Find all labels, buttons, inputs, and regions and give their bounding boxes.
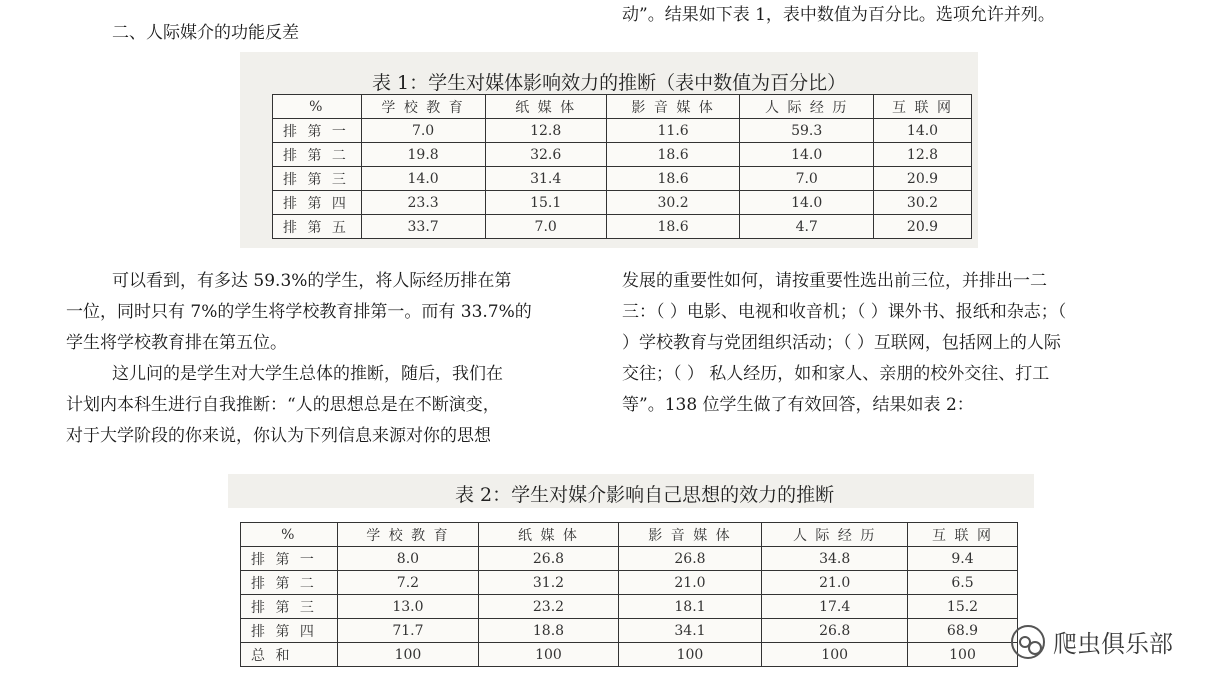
table1-cell: 14.0 — [361, 167, 485, 191]
table1-row-label: 排 第 三 — [273, 167, 362, 191]
table1-cell: 14.0 — [740, 191, 874, 215]
left-line: 对于大学阶段的你来说，你认为下列信息来源对你的思想 — [66, 426, 491, 446]
left-paragraph — [66, 266, 532, 452]
table1-header-cell: % — [273, 95, 362, 119]
table1-header-cell: 影 音 媒 体 — [606, 95, 740, 119]
table2-cell: 13.0 — [337, 595, 479, 619]
table2-cell: 34.8 — [762, 547, 908, 571]
table2-cell: 34.1 — [618, 619, 762, 643]
table2-header-cell: 纸 媒 体 — [479, 523, 618, 547]
right-line: 三：（ ）电影、电视和收音机；（ ）课外书、报纸和杂志；（ — [622, 302, 1067, 322]
right-line: 等”。138 位学生做了有效回答，结果如表 2： — [622, 395, 974, 415]
table1-cell: 18.6 — [606, 215, 740, 239]
table1-header-cell: 学 校 教 育 — [361, 95, 485, 119]
table1-cell: 20.9 — [874, 167, 972, 191]
table2-cell: 26.8 — [479, 547, 618, 571]
table2-header-cell: 影 音 媒 体 — [618, 523, 762, 547]
table1-cell: 32.6 — [485, 143, 606, 167]
table1-row-label: 排 第 二 — [273, 143, 362, 167]
table2-row-label: 排 第 一 — [241, 547, 338, 571]
right-line: 发展的重要性如何，请按重要性选出前三位，并排出一二 — [622, 271, 1047, 291]
table2-cell: 100 — [908, 643, 1018, 667]
table1-row-label: 排 第 五 — [273, 215, 362, 239]
table1-row — [273, 143, 972, 167]
table1-cell: 11.6 — [606, 119, 740, 143]
table1-header-cell: 互 联 网 — [874, 95, 972, 119]
table1-cell: 30.2 — [874, 191, 972, 215]
table2-cell: 100 — [618, 643, 762, 667]
table1-cell: 12.8 — [485, 119, 606, 143]
left-line: 计划内本科生进行自我推断：“人的思想总是在不断演变， — [66, 395, 500, 415]
table1-header-row — [273, 95, 972, 119]
table2-cell: 15.2 — [908, 595, 1018, 619]
right-paragraph — [622, 266, 1066, 421]
table1-row-label: 排 第 一 — [273, 119, 362, 143]
table2-row — [241, 595, 1018, 619]
right-top-line: 动”。结果如下表 1，表中数值为百分比。选项允许并列。 — [622, 5, 1055, 25]
table1 — [272, 94, 972, 239]
table2-row — [241, 643, 1018, 667]
table2-cell: 23.2 — [479, 595, 618, 619]
table1-cell: 20.9 — [874, 215, 972, 239]
table2-cell: 17.4 — [762, 595, 908, 619]
table2-cell: 31.2 — [479, 571, 618, 595]
table2-row-label: 总 和 — [241, 643, 338, 667]
table2-cell: 71.7 — [337, 619, 479, 643]
left-line: 可以看到，有多达 59.3%的学生，将人际经历排在第 — [112, 271, 512, 291]
table2-cell: 21.0 — [618, 571, 762, 595]
table1-row — [273, 167, 972, 191]
table1-cell: 30.2 — [606, 191, 740, 215]
table2-title: 表 2：学生对媒介影响自己思想的效力的推断 — [455, 484, 835, 506]
table1-cell: 7.0 — [361, 119, 485, 143]
table2-header-row — [241, 523, 1018, 547]
table1-cell: 23.3 — [361, 191, 485, 215]
table1-cell: 59.3 — [740, 119, 874, 143]
table1-cell: 19.8 — [361, 143, 485, 167]
table1-title: 表 1：学生对媒体影响效力的推断（表中数值为百分比） — [372, 72, 847, 94]
watermark-text: 爬虫俱乐部 — [1053, 630, 1173, 658]
table2-cell: 6.5 — [908, 571, 1018, 595]
table1-header-cell: 人 际 经 历 — [740, 95, 874, 119]
table2-row — [241, 619, 1018, 643]
table2-row-label: 排 第 二 — [241, 571, 338, 595]
table2-cell: 9.4 — [908, 547, 1018, 571]
table1-header-cell: 纸 媒 体 — [485, 95, 606, 119]
table2-cell: 18.8 — [479, 619, 618, 643]
left-line: 一位，同时只有 7%的学生将学校教育排第一。而有 33.7%的 — [66, 302, 532, 322]
table1-cell: 14.0 — [874, 119, 972, 143]
right-line: 交往；（ ） 私人经历，如和家人、亲朋的校外交往、打工 — [622, 364, 1050, 384]
table2-row-label: 排 第 四 — [241, 619, 338, 643]
table2-row-label: 排 第 三 — [241, 595, 338, 619]
wechat-icon — [1011, 625, 1045, 659]
table1-row-label: 排 第 四 — [273, 191, 362, 215]
table1-cell: 31.4 — [485, 167, 606, 191]
table2-header-cell: % — [241, 523, 338, 547]
table1-cell: 7.0 — [740, 167, 874, 191]
table1-row — [273, 119, 972, 143]
table1-cell: 7.0 — [485, 215, 606, 239]
table2-cell: 26.8 — [618, 547, 762, 571]
table2-cell: 21.0 — [762, 571, 908, 595]
table2-cell: 100 — [479, 643, 618, 667]
table2-header-cell: 互 联 网 — [908, 523, 1018, 547]
table1-cell: 15.1 — [485, 191, 606, 215]
left-line: 学生将学校教育排在第五位。 — [66, 333, 287, 353]
table1-row — [273, 191, 972, 215]
table2-cell: 68.9 — [908, 619, 1018, 643]
right-line: ）学校教育与党团组织活动；（ ）互联网，包括网上的人际 — [622, 333, 1061, 353]
table1-cell: 18.6 — [606, 167, 740, 191]
table1-cell: 14.0 — [740, 143, 874, 167]
left-line: 这儿问的是学生对大学生总体的推断，随后，我们在 — [112, 364, 503, 384]
table2-cell: 100 — [762, 643, 908, 667]
table2 — [240, 522, 1018, 667]
table2-header-cell: 学 校 教 育 — [337, 523, 479, 547]
table1-cell: 18.6 — [606, 143, 740, 167]
table2-row — [241, 547, 1018, 571]
section-heading: 二、人际媒介的功能反差 — [112, 23, 299, 43]
table1-cell: 33.7 — [361, 215, 485, 239]
table2-header-cell: 人 际 经 历 — [762, 523, 908, 547]
table2-cell: 100 — [337, 643, 479, 667]
table2-cell: 8.0 — [337, 547, 479, 571]
table2-cell: 26.8 — [762, 619, 908, 643]
table2-cell: 7.2 — [337, 571, 479, 595]
table2-cell: 18.1 — [618, 595, 762, 619]
table2-row — [241, 571, 1018, 595]
table1-row — [273, 215, 972, 239]
table1-cell: 12.8 — [874, 143, 972, 167]
table1-cell: 4.7 — [740, 215, 874, 239]
watermark — [1011, 624, 1173, 659]
